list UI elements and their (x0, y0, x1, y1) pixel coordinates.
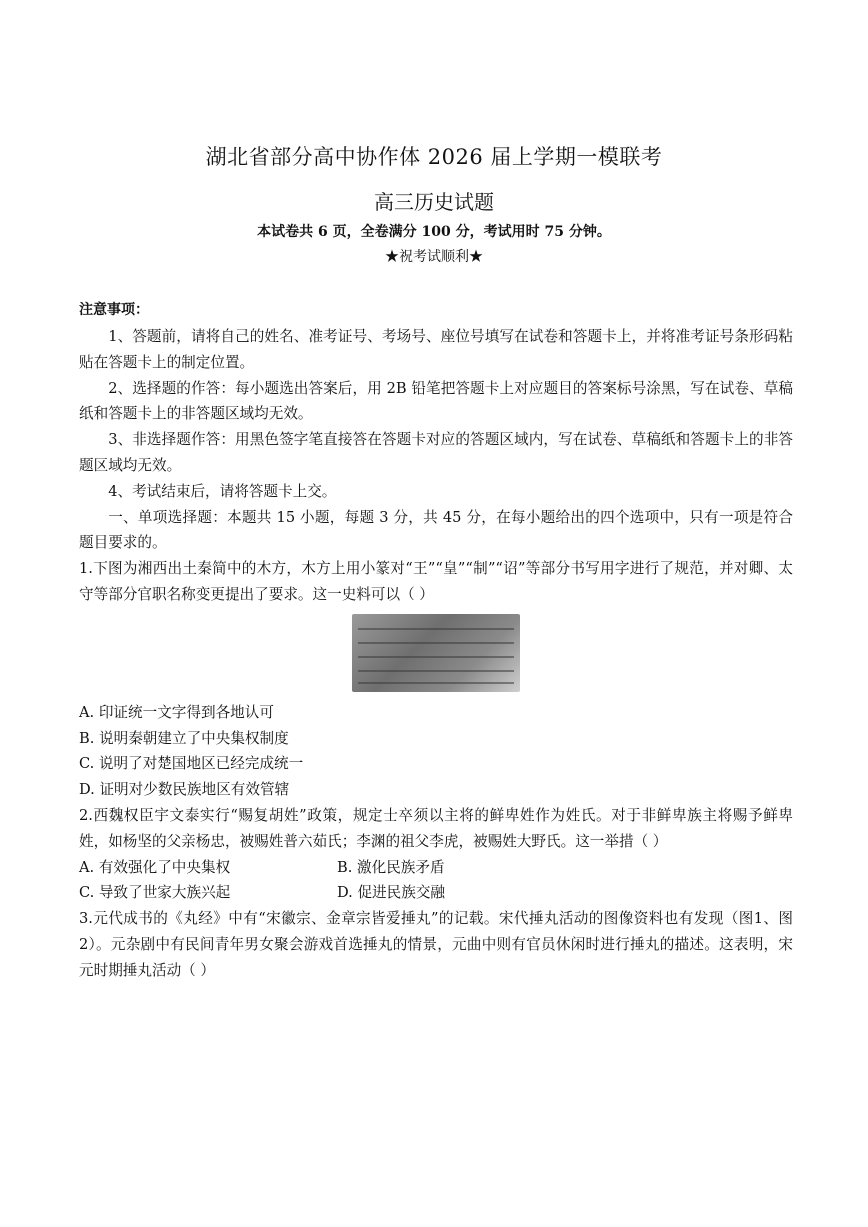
slip-text-line (358, 656, 514, 658)
notice-item: 3、非选择题作答：用黑色签字笔直接答在答题卡对应的答题区域内，写在试卷、草稿纸和答题卡上的非答题区域均无效。 (79, 431, 793, 474)
notice-item: 2、选择题的作答：每小题选出答案后，用 2B 铅笔把答题卡上对应题目的答案标号涂黑，写在试卷、草稿纸和答题卡上的非答题区域均无效。 (79, 379, 793, 423)
slip-text-line (358, 670, 514, 672)
exam-wish: ★祝考试顺利★ (385, 249, 483, 265)
question-2-stem: 2.西魏权臣宇文泰实行“赐复胡姓”政策，规定士卒须以主将的鲜卑姓作为姓氏。对于非鲜卑族主将赐予鲜卑姓，如杨坚的父亲杨忠，被赐姓普六茹氏；李渊的祖父李虎，被赐姓大野氏。这一举措（ ） (79, 806, 793, 850)
question-2-option-b: B. 激化民族矛盾 (337, 858, 445, 876)
question-1-option-b: B. 说明秦朝建立了中央集权制度 (79, 729, 289, 747)
exam-title: 湖北省部分高中协作体 2026 届上学期一模联考 (205, 145, 663, 169)
question-1-option-c: C. 说明了对楚国地区已经完成统一 (79, 755, 304, 773)
slip-text-line (358, 682, 514, 684)
exam-body (79, 324, 793, 984)
question-1-stem: 1.下图为湘西出土秦简中的木方，木方上用小篆对“王”“皇”“制”“诏”等部分书写用字进行了规范，并对卿、太守等部分官职名称变更提出了要求。这一史料可以（ ） (79, 560, 793, 603)
question-2-option-d: D. 促进民族交融 (337, 884, 446, 902)
notice-heading: 注意事项： (79, 302, 149, 318)
notice-item: 4、考试结束后，请将答题卡上交。 (108, 482, 337, 500)
section-heading: 一、单项选择题：本题共 15 小题，每题 3 分，共 45 分，在每小题给出的四个选项中，只有一项是符合题目要求的。 (79, 508, 793, 552)
question-2-option-a: A. 有效强化了中央集权 (79, 858, 231, 876)
question-3-stem: 3.元代成书的《丸经》中有“宋徽宗、金章宗皆爱捶丸”的记载。宋代捶丸活动的图像资料也有发现（图1、图 2）。元杂剧中有民间青年男女聚会游戏首选捶丸的情景，元曲中则有官员休闲时进行捶丸的描述。这表明，宋元时期捶丸活动（ ） (79, 910, 793, 979)
question-1-option-d: D. 证明对少数民族地区有效管辖 (79, 781, 290, 799)
question-1-option-a: A. 印证统一文字得到各地认可 (79, 703, 274, 721)
notice-item: 1、答题前，请将自己的姓名、准考证号、考场号、座位号填写在试卷和答题卡上，并将准考证号条形码粘贴在答题卡上的制定位置。 (79, 328, 793, 371)
exam-subtitle: 高三历史试题 (374, 190, 494, 214)
exam-info: 本试卷共 6 页，全卷满分 100 分，考试用时 75 分钟。 (257, 224, 611, 240)
slip-text-line (358, 642, 514, 644)
question-2-options-row (79, 855, 793, 881)
question-2-option-c: C. 导致了世家大族兴起 (79, 884, 231, 902)
qin-slip-image (352, 614, 520, 692)
question-2-options-row (79, 880, 793, 906)
slip-text-line (358, 628, 514, 630)
